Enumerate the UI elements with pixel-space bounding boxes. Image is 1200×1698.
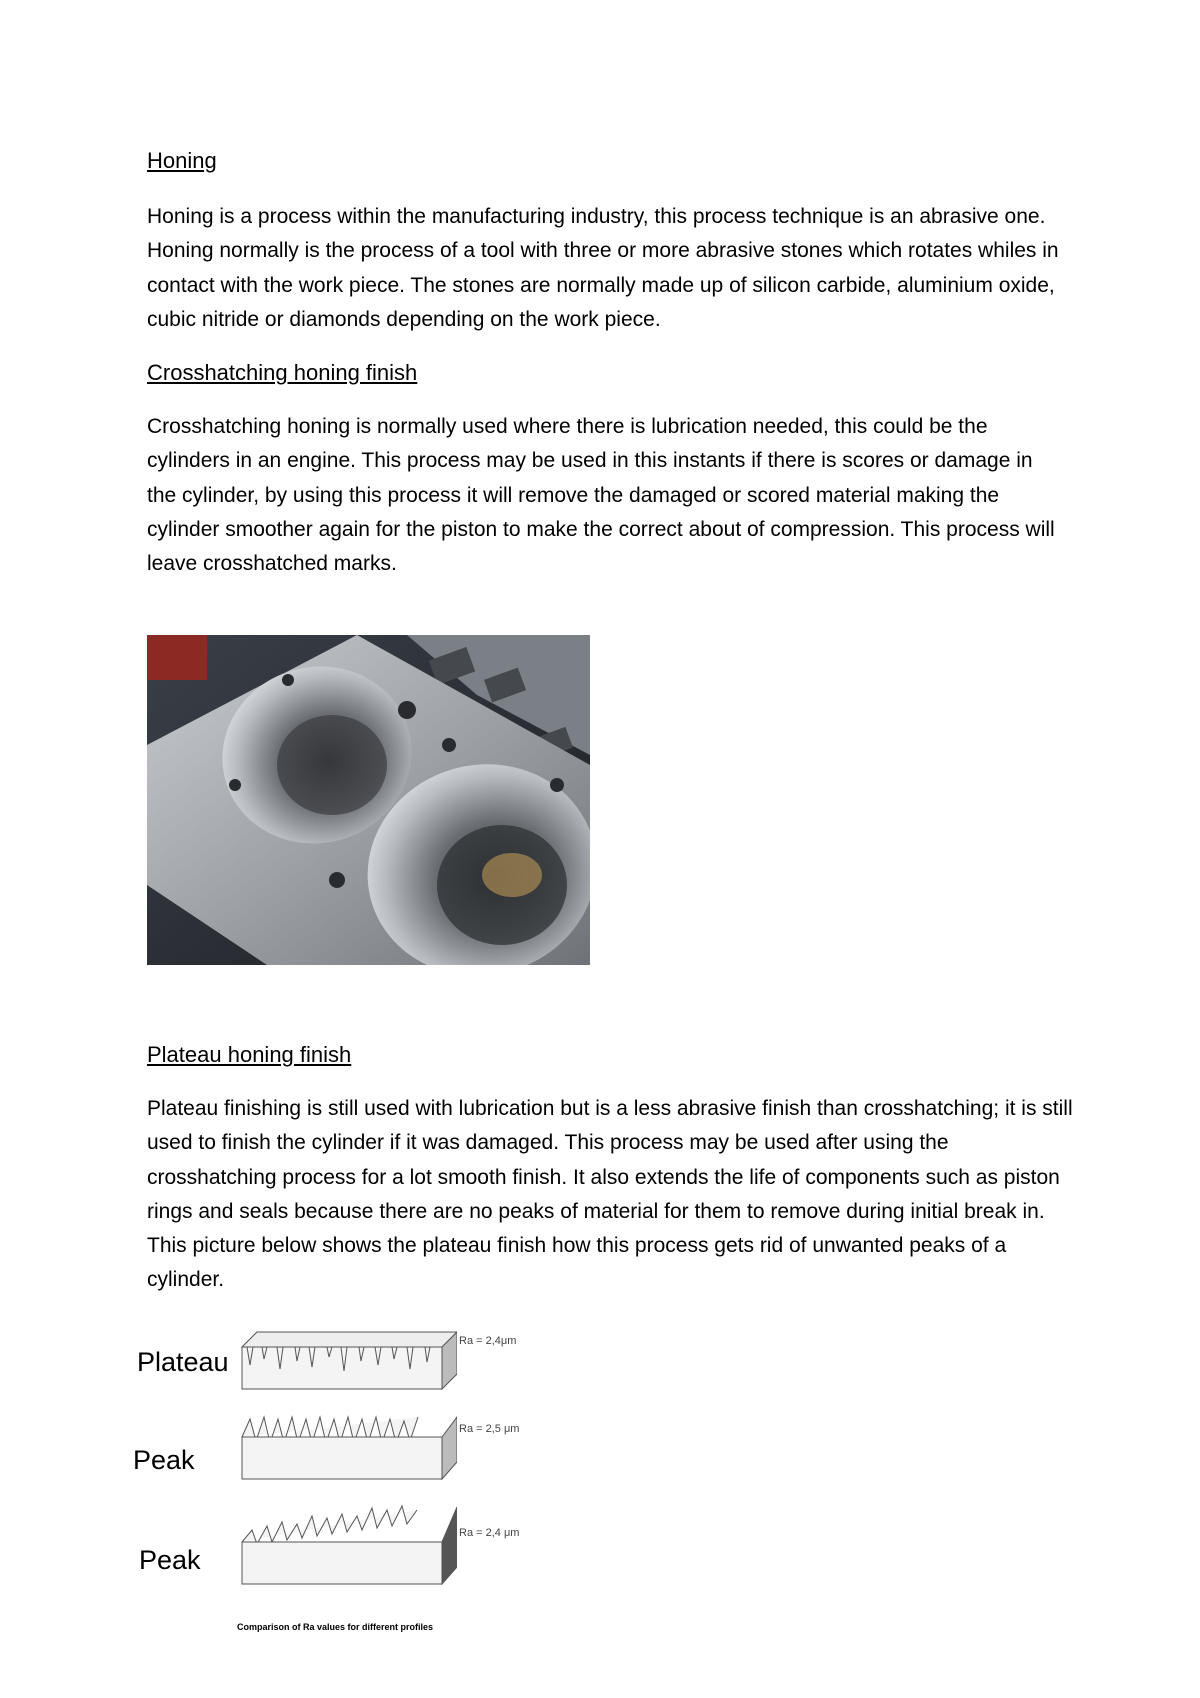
ra-value: Ra = 2,4 μm [459, 1527, 520, 1539]
peak-profile-2 [242, 1506, 457, 1584]
ra-value: Ra = 2,5 μm [459, 1423, 520, 1435]
paragraph-plateau: Plateau finishing is still used with lubrication but is a less abrasive finish than crosshatching; it is still used to finish the cylinder if it was damaged. This process may be used after using the crosshatching process for a lot smooth finish. It also extends the life of components such as piston rings and seals because there are no peaks of material for them to remove during initial break in. This picture below shows the plateau finish how this process gets rid of unwanted peaks of a cylinder. [147, 1097, 1073, 1292]
plateau-profile [242, 1332, 457, 1389]
figure-caption: Comparison of Ra values for different profiles [237, 1622, 434, 1632]
figure-row-label: Peak [133, 1445, 195, 1475]
figure-row-label: Peak [139, 1545, 201, 1575]
heading-crosshatching: Crosshatching honing finish [147, 360, 418, 385]
figure-row-label: Plateau [137, 1347, 229, 1377]
surface-profile-figure [133, 1317, 567, 1647]
heading-honing: Honing [147, 148, 217, 173]
profile-drawings [237, 1317, 457, 1617]
peak-profile-1 [242, 1417, 457, 1479]
cylinder-block-photo [147, 635, 590, 965]
paragraph-crosshatching: Crosshatching honing is normally used where there is lubrication needed, this could be the cylinders in an engine. This process may be used in this instants if there is scores or damage in the cylinder, by using this process it will remove the damaged or scored material making the cylinder smoother again for the piston to make the correct about of compression. This process will leave crosshatched marks. [147, 415, 1055, 576]
heading-plateau: Plateau honing finish [147, 1042, 352, 1067]
ra-value: Ra = 2,4μm [459, 1335, 517, 1347]
paragraph-honing: Honing is a process within the manufacturing industry, this process technique is an abrasive one. Honing normally is the process of a tool with three or more abrasive stones which rotates whiles in contact with the work piece. The stones are normally made up of silicon carbide, aluminium oxide, cubic nitride or diamonds depending on the work piece. [147, 205, 1059, 331]
